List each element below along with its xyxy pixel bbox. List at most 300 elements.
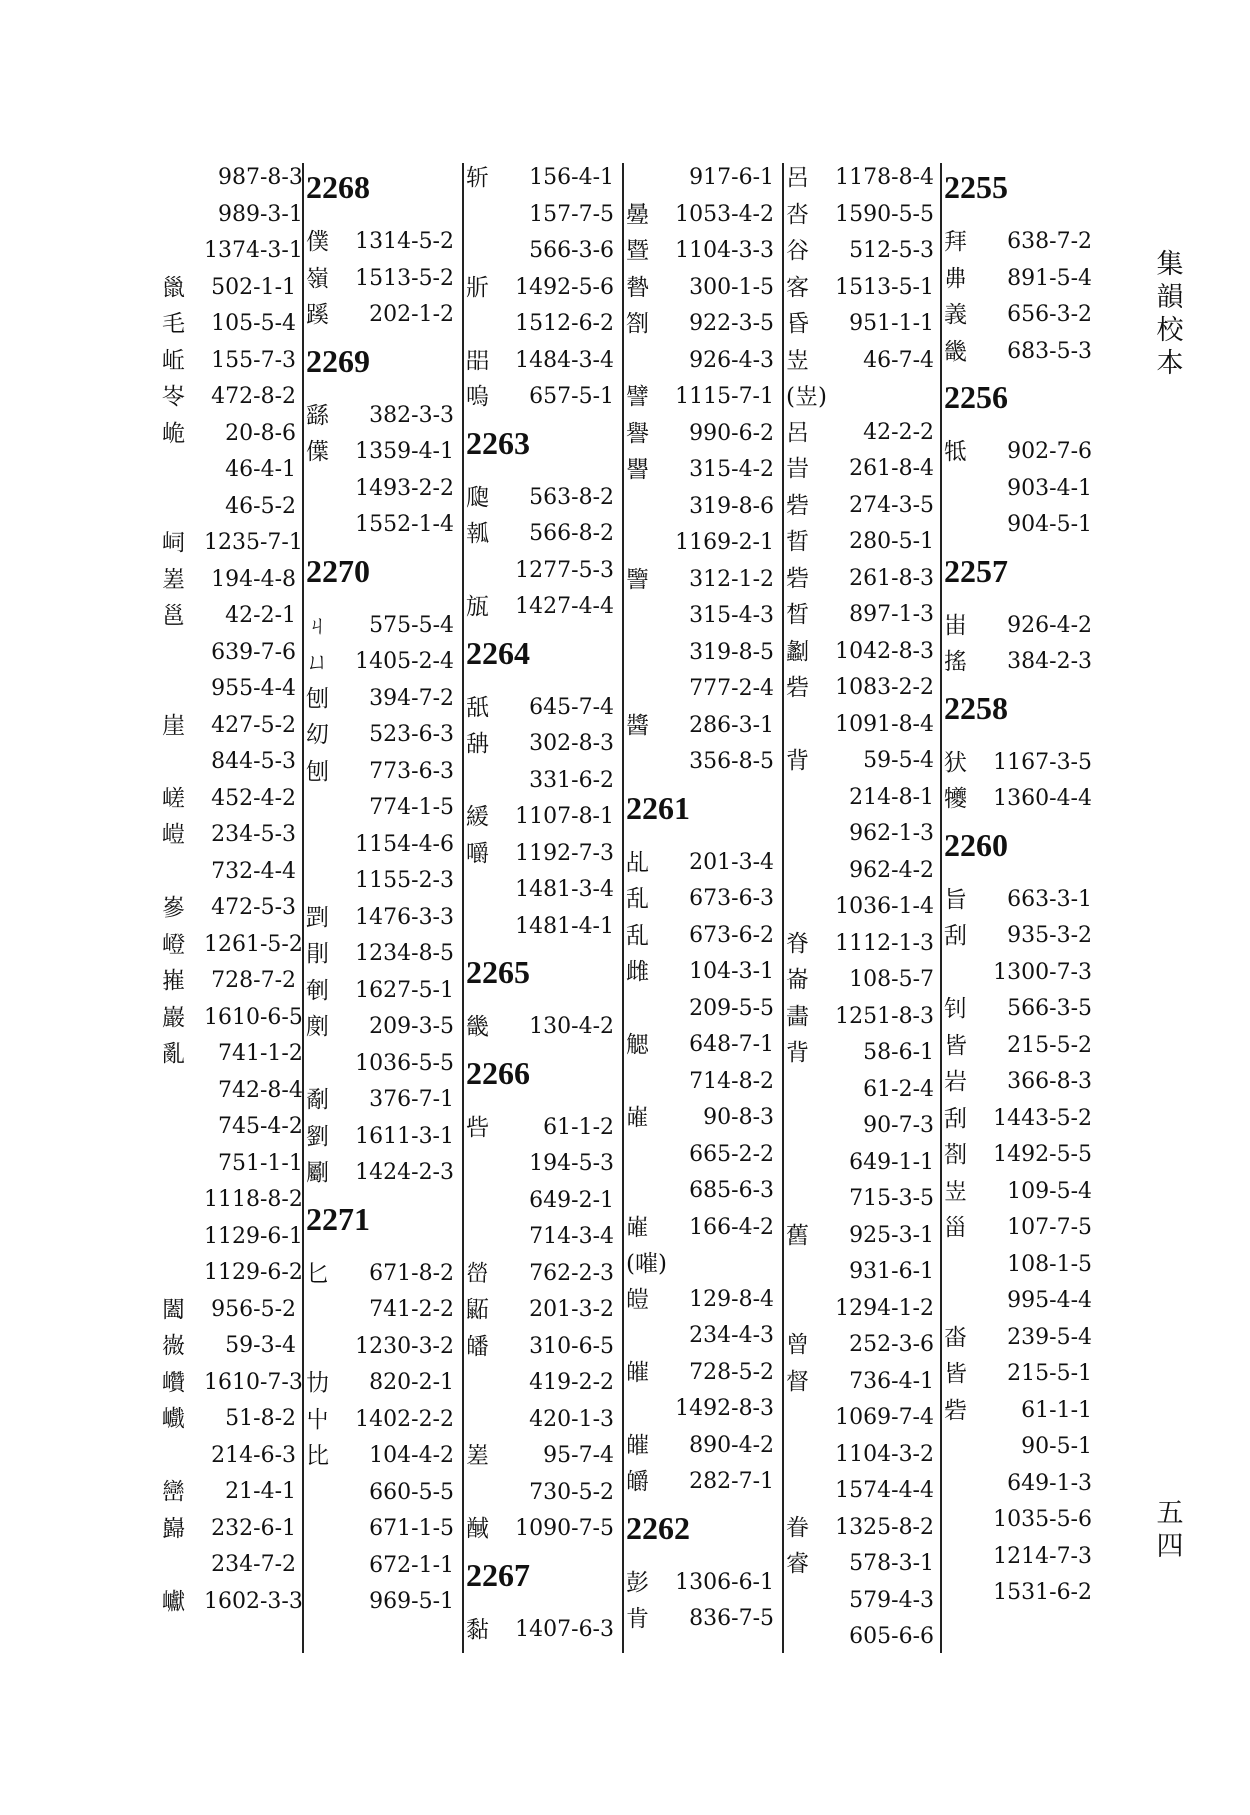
page-reference: 1036-1-4 — [835, 894, 934, 919]
page-reference: 1118-8-2 — [204, 1187, 303, 1212]
page-reference: 280-5-1 — [849, 529, 934, 554]
entry-character: 谷 — [786, 238, 809, 264]
entry-character: 刨 — [306, 685, 329, 712]
page-reference: 1402-2-2 — [355, 1406, 454, 1432]
page-reference: 194-4-8 — [211, 566, 296, 592]
entry-character: 刨 — [306, 758, 329, 785]
index-entry — [786, 233, 934, 270]
page-reference: 90-5-1 — [1021, 1434, 1092, 1459]
page-reference: 931-6-1 — [849, 1259, 934, 1284]
page-reference: 1427-4-4 — [515, 594, 614, 619]
entry-character: 嚼 — [466, 840, 489, 867]
page-reference: 917-6-1 — [689, 165, 774, 190]
page-reference: 955-4-4 — [211, 676, 296, 701]
page-reference: 665-2-2 — [689, 1141, 774, 1167]
index-entry — [306, 1119, 454, 1156]
entry-references — [828, 1035, 934, 1218]
page-reference: 214-6-3 — [211, 1442, 296, 1468]
entry-character: 巋 — [162, 1515, 185, 1542]
index-entry — [786, 999, 934, 1036]
page-reference: 566-3-6 — [529, 238, 614, 263]
index-entry — [306, 1256, 454, 1366]
entry-character: 劉 — [306, 1123, 329, 1150]
index-entry — [466, 1292, 614, 1329]
entry-character: 黏 — [466, 1616, 489, 1643]
section-number: 2261 — [626, 789, 690, 826]
entry-references — [508, 1612, 614, 1649]
index-entry — [162, 1511, 296, 1584]
page-reference: 452-4-2 — [211, 785, 296, 811]
index-entry — [306, 644, 454, 681]
index-entry — [162, 306, 296, 343]
entry-references — [986, 1137, 1092, 1174]
entry-references — [828, 1364, 934, 1510]
side-title-char: 韻 — [1156, 282, 1184, 313]
page-reference: 310-6-5 — [529, 1333, 614, 1359]
entry-character: 匕 — [306, 1260, 329, 1287]
index-entry — [306, 1438, 454, 1621]
entry-character: 緩 — [466, 804, 489, 830]
index-entry — [466, 480, 614, 517]
index-entry — [162, 1328, 296, 1365]
section-number: 2271 — [306, 1200, 370, 1237]
page-reference: 1476-3-3 — [355, 904, 454, 930]
page-reference: 1104-3-3 — [675, 238, 774, 263]
index-entry — [626, 1210, 774, 1282]
index-entry — [786, 488, 934, 525]
index-entry — [466, 270, 614, 343]
page-reference: 714-8-2 — [689, 1068, 774, 1094]
page-reference: 673-6-2 — [689, 922, 774, 948]
entry-references — [508, 1511, 614, 1548]
page-reference: 897-1-3 — [849, 602, 934, 627]
page-reference: 46-4-1 — [225, 457, 296, 482]
index-entry — [626, 416, 774, 453]
page-reference: 925-3-1 — [849, 1222, 934, 1248]
entry-character: 畵 — [786, 1003, 809, 1030]
page-reference: 956-5-2 — [211, 1296, 296, 1322]
page-reference: 891-5-4 — [1007, 265, 1092, 291]
index-entry — [466, 1110, 614, 1256]
index-entry — [944, 1101, 1092, 1138]
index-entry — [162, 890, 296, 927]
page-number-char: 五 — [1156, 1498, 1184, 1529]
entry-references — [828, 488, 934, 525]
page-reference: 1036-5-5 — [355, 1050, 454, 1076]
page-reference: 261-8-3 — [849, 565, 934, 591]
page-reference: 1053-4-2 — [675, 201, 774, 227]
index-entry — [786, 160, 934, 197]
page-reference: 1602-3-3 — [204, 1588, 303, 1614]
page-reference: 657-5-1 — [529, 384, 614, 409]
page-reference: 282-7-1 — [689, 1469, 774, 1494]
page-reference: 1178-8-4 — [835, 165, 934, 190]
entry-references — [204, 1474, 296, 1511]
page-reference: 1155-2-3 — [355, 868, 454, 893]
page-reference: 649-1-3 — [1007, 1470, 1092, 1496]
entry-character: 劙 — [786, 638, 809, 665]
entry-references — [828, 306, 934, 343]
entry-references — [828, 233, 934, 270]
page-reference: 1590-5-5 — [835, 201, 934, 227]
index-entry — [162, 562, 296, 599]
entry-references — [828, 1327, 934, 1364]
entry-references — [668, 1428, 774, 1465]
page-reference: 1552-1-4 — [355, 512, 454, 537]
page-reference: 319-8-5 — [689, 639, 774, 665]
entry-references — [828, 670, 934, 743]
entry-references — [986, 224, 1092, 261]
index-entry — [944, 297, 1092, 334]
entry-character: 嶺 — [306, 265, 329, 292]
index-entry — [944, 745, 1092, 782]
page-reference: 61-1-1 — [1021, 1397, 1092, 1423]
entry-references — [986, 882, 1092, 919]
entry-references — [204, 817, 296, 890]
page-reference: 715-3-5 — [849, 1186, 934, 1211]
page-reference: 656-3-2 — [1007, 302, 1092, 327]
section-number: 2266 — [466, 1054, 530, 1091]
page-reference: 904-5-1 — [1007, 512, 1092, 537]
entry-references — [508, 480, 614, 517]
entry-character: 皚 — [626, 1286, 649, 1313]
page-reference: 319-8-6 — [689, 493, 774, 519]
entry-references — [508, 1292, 614, 1329]
page-reference: 502-1-1 — [211, 274, 296, 300]
entry-references — [828, 634, 934, 671]
entry-character: 䤋 — [466, 1516, 489, 1542]
entry-character: 畿 — [466, 1014, 489, 1040]
entry-references — [348, 681, 454, 718]
entry-character: 㗊 — [466, 347, 489, 374]
page-reference: 166-4-2 — [689, 1214, 774, 1240]
index-entry — [162, 598, 296, 708]
entry-references — [828, 415, 934, 452]
entry-references — [508, 836, 614, 946]
page-reference: 649-2-1 — [529, 1187, 614, 1213]
entry-references — [828, 1218, 934, 1328]
entry-references — [828, 160, 934, 197]
entry-character: 斩 — [466, 165, 489, 191]
page-reference: 61-2-4 — [863, 1076, 934, 1102]
index-entry — [786, 1218, 934, 1328]
entry-character: 㓻 — [306, 904, 329, 931]
page-reference: 987-8-3 — [218, 165, 303, 190]
page-reference: 286-3-1 — [689, 712, 774, 738]
entry-character: 牴 — [944, 439, 967, 465]
entry-character: 嶊 — [162, 968, 185, 994]
entry-character: 邕 — [162, 603, 185, 629]
index-entry — [306, 754, 454, 900]
entry-references — [348, 398, 454, 435]
index-entry — [626, 270, 774, 307]
index-entry — [786, 306, 934, 343]
page-reference: 672-1-1 — [369, 1552, 454, 1578]
page-reference: 105-5-4 — [211, 311, 296, 336]
entry-references — [986, 644, 1092, 681]
page-reference: 741-2-2 — [369, 1297, 454, 1322]
page-reference: 671-1-5 — [369, 1516, 454, 1541]
entry-character: 嵦 — [162, 822, 185, 848]
index-entry — [306, 434, 454, 544]
section-number: 2268 — [306, 169, 370, 205]
entry-references — [668, 1464, 774, 1501]
index-entry — [786, 1546, 934, 1656]
entry-character: 呇 — [786, 201, 809, 228]
page-reference: 902-7-6 — [1007, 439, 1092, 464]
page-reference: 728-5-2 — [689, 1359, 774, 1385]
page-number — [1155, 1497, 1185, 1563]
index-column-6 — [944, 160, 1092, 1612]
page-reference: 51-8-2 — [225, 1406, 296, 1431]
page-reference: 312-1-2 — [689, 566, 774, 592]
index-entry — [162, 1036, 303, 1292]
index-entry — [786, 415, 934, 452]
index-entry — [786, 1510, 934, 1547]
page-reference: 331-6-2 — [529, 767, 614, 793]
page-reference: 394-7-2 — [369, 685, 454, 711]
page-reference: 844-5-3 — [211, 749, 296, 774]
entry-character: 暬 — [626, 274, 649, 301]
index-entry — [162, 343, 296, 380]
index-entry — [162, 1401, 296, 1474]
entry-character: 巖 — [162, 1004, 185, 1031]
entry-references — [508, 799, 614, 836]
page-reference: 234-5-3 — [211, 822, 296, 847]
index-entry — [466, 589, 614, 626]
page-reference: 46-5-2 — [225, 493, 296, 519]
index-entry — [944, 1064, 1092, 1101]
section-number: 2257 — [944, 552, 1008, 589]
entry-references — [828, 1510, 934, 1547]
entry-character: 拜 — [944, 229, 967, 255]
entry-character: 脊 — [786, 930, 809, 957]
entry-references — [204, 927, 303, 964]
entry-references — [828, 1546, 934, 1656]
index-entry — [944, 918, 1092, 991]
entry-character: 㔹 — [306, 1370, 329, 1396]
index-entry — [944, 1320, 1092, 1357]
index-entry — [162, 927, 303, 964]
index-entry — [944, 882, 1092, 919]
entry-character: 義 — [944, 302, 967, 328]
page-reference: 1169-2-1 — [675, 530, 774, 555]
entry-references — [828, 451, 934, 488]
page-reference: 234-7-2 — [211, 1552, 296, 1577]
page-reference: 1359-4-1 — [355, 439, 454, 464]
page-reference: 648-7-1 — [689, 1032, 774, 1057]
page-reference: 108-1-5 — [1007, 1251, 1092, 1277]
entry-character: 昏 — [786, 311, 809, 337]
entry-character: 峀 — [944, 612, 967, 639]
index-entry — [466, 1438, 614, 1511]
page-reference: 1235-7-1 — [204, 530, 303, 555]
index-entry — [162, 379, 296, 416]
entry-references — [204, 1584, 303, 1621]
page-reference: 261-8-4 — [849, 456, 934, 481]
entry-character: 嵳 — [466, 1443, 489, 1469]
entry-character: 醬 — [626, 712, 649, 739]
page-reference: 1083-2-2 — [835, 675, 934, 700]
index-column-1 — [162, 160, 303, 1620]
index-entry — [466, 799, 614, 836]
entry-references — [508, 1110, 614, 1256]
entry-character: 剦 — [306, 977, 329, 1004]
entry-references — [828, 270, 934, 307]
page-reference: 1230-3-2 — [355, 1333, 454, 1359]
entry-references — [986, 1028, 1092, 1065]
entry-character: 屮 — [306, 1406, 329, 1433]
entry-character: 㓜 — [306, 722, 329, 748]
page-reference: 274-3-5 — [849, 492, 934, 518]
page-reference: 59-3-4 — [225, 1333, 296, 1358]
page-reference: 751-1-1 — [218, 1150, 303, 1176]
entry-character: 呂 — [786, 419, 809, 446]
page-reference: 214-8-1 — [849, 784, 934, 810]
entry-character: 亂 — [162, 1041, 185, 1067]
index-entry — [306, 261, 454, 298]
entry-references — [986, 1393, 1092, 1612]
entry-character: 蹊 — [306, 302, 329, 328]
page-reference: 962-4-2 — [849, 857, 934, 883]
page-reference: 512-5-3 — [849, 238, 934, 263]
entry-references — [204, 890, 296, 927]
section-number: 2267 — [466, 1556, 530, 1593]
entry-references — [204, 416, 296, 526]
page-reference: 736-4-1 — [849, 1368, 934, 1394]
entry-references — [508, 1256, 614, 1293]
entry-character: 䚡 — [626, 1032, 649, 1058]
index-entry — [306, 681, 454, 718]
index-entry — [626, 918, 774, 955]
entry-references — [986, 1320, 1092, 1357]
index-entry — [786, 524, 934, 561]
side-title-char: 本 — [1156, 348, 1184, 379]
section-number: 2256 — [944, 379, 1008, 415]
entry-character: 钊 — [944, 996, 967, 1022]
entry-character: 皤 — [466, 1333, 489, 1360]
index-entry — [786, 1035, 934, 1218]
entry-references — [204, 708, 296, 781]
index-entry — [162, 1292, 296, 1329]
index-entry — [626, 160, 774, 197]
index-entry — [786, 926, 934, 963]
entry-character: 毛 — [162, 311, 185, 337]
index-entry — [944, 1137, 1092, 1174]
page-reference: 252-3-6 — [849, 1332, 934, 1357]
index-entry — [306, 973, 454, 1010]
entry-character: 犪 — [944, 786, 967, 812]
page-reference: 1154-4-6 — [355, 831, 454, 857]
index-entry — [944, 1356, 1092, 1393]
index-entry — [466, 1256, 614, 1293]
page-reference: 1261-5-2 — [204, 931, 303, 957]
page-reference: 1405-2-4 — [355, 649, 454, 674]
page-reference: 315-4-3 — [689, 603, 774, 628]
entry-references — [348, 1402, 454, 1439]
entry-character: 斨 — [466, 274, 489, 301]
entry-character: 犾 — [944, 749, 967, 776]
entry-character: 劚 — [306, 1160, 329, 1186]
entry-character: 嵤 — [466, 1260, 489, 1287]
page-reference: 578-3-1 — [849, 1551, 934, 1576]
entry-references — [668, 1100, 774, 1210]
entry-character: 皆 — [944, 1032, 967, 1059]
entry-references — [204, 160, 303, 270]
entry-references — [348, 261, 454, 298]
page-reference: 1493-2-2 — [355, 475, 454, 501]
page-reference: 1042-8-3 — [835, 638, 934, 664]
entry-character: 彭 — [626, 1569, 649, 1596]
entry-references — [348, 717, 454, 754]
entry-references — [668, 881, 774, 918]
entry-references — [508, 160, 614, 270]
index-entry — [466, 690, 614, 727]
entry-character: 瓡 — [466, 521, 489, 547]
entry-character: 客 — [786, 274, 809, 301]
entry-character: 剫 — [306, 1014, 329, 1040]
entry-character: 譬 — [626, 384, 649, 410]
index-entry — [306, 224, 454, 261]
entry-references — [204, 1000, 303, 1037]
side-title-char: 校 — [1156, 315, 1184, 346]
entry-character: 闔 — [162, 1296, 185, 1323]
entry-references — [204, 379, 296, 416]
entry-character: 㬪 — [626, 201, 649, 228]
entry-character: 畓 — [944, 1324, 967, 1351]
entry-references — [828, 343, 934, 380]
index-entry — [626, 452, 774, 562]
entry-references — [348, 936, 454, 973]
entry-character: 嶝 — [162, 931, 185, 958]
page-reference: 745-4-2 — [218, 1114, 303, 1139]
section-number: 2260 — [944, 826, 1008, 863]
page-reference: 129-8-4 — [689, 1286, 774, 1312]
entry-character: 睿 — [786, 1551, 809, 1577]
index-entry — [626, 1282, 774, 1355]
index-entry — [944, 1174, 1092, 1211]
entry-references — [348, 434, 454, 544]
entry-character: 岦(岦) — [786, 347, 827, 410]
entry-references — [668, 562, 774, 708]
page-reference: 1574-4-4 — [835, 1478, 934, 1503]
entry-references — [508, 1329, 614, 1439]
column-divider — [302, 163, 304, 1653]
entry-character: 刮 — [944, 923, 967, 949]
index-entry — [626, 197, 774, 234]
entry-references — [508, 516, 614, 589]
page-reference: 472-5-3 — [211, 895, 296, 920]
entry-character: 呂 — [786, 165, 809, 191]
entry-references — [986, 781, 1092, 818]
index-entry — [466, 160, 614, 270]
entry-character: 嵯 — [162, 785, 185, 812]
index-entry — [626, 1027, 774, 1100]
entry-references — [668, 1565, 774, 1602]
page-reference: 1192-7-3 — [515, 840, 614, 866]
entry-character: 比 — [306, 1443, 329, 1469]
entry-character: 皭 — [626, 1469, 649, 1495]
entry-references — [204, 1036, 303, 1292]
entry-character: 乱 — [626, 886, 649, 912]
entry-references — [348, 754, 454, 900]
index-entry — [626, 1464, 774, 1501]
entry-references — [348, 1082, 454, 1119]
index-entry — [786, 670, 934, 743]
index-entry — [162, 160, 303, 270]
entry-references — [508, 1009, 614, 1046]
index-entry — [162, 963, 296, 1000]
